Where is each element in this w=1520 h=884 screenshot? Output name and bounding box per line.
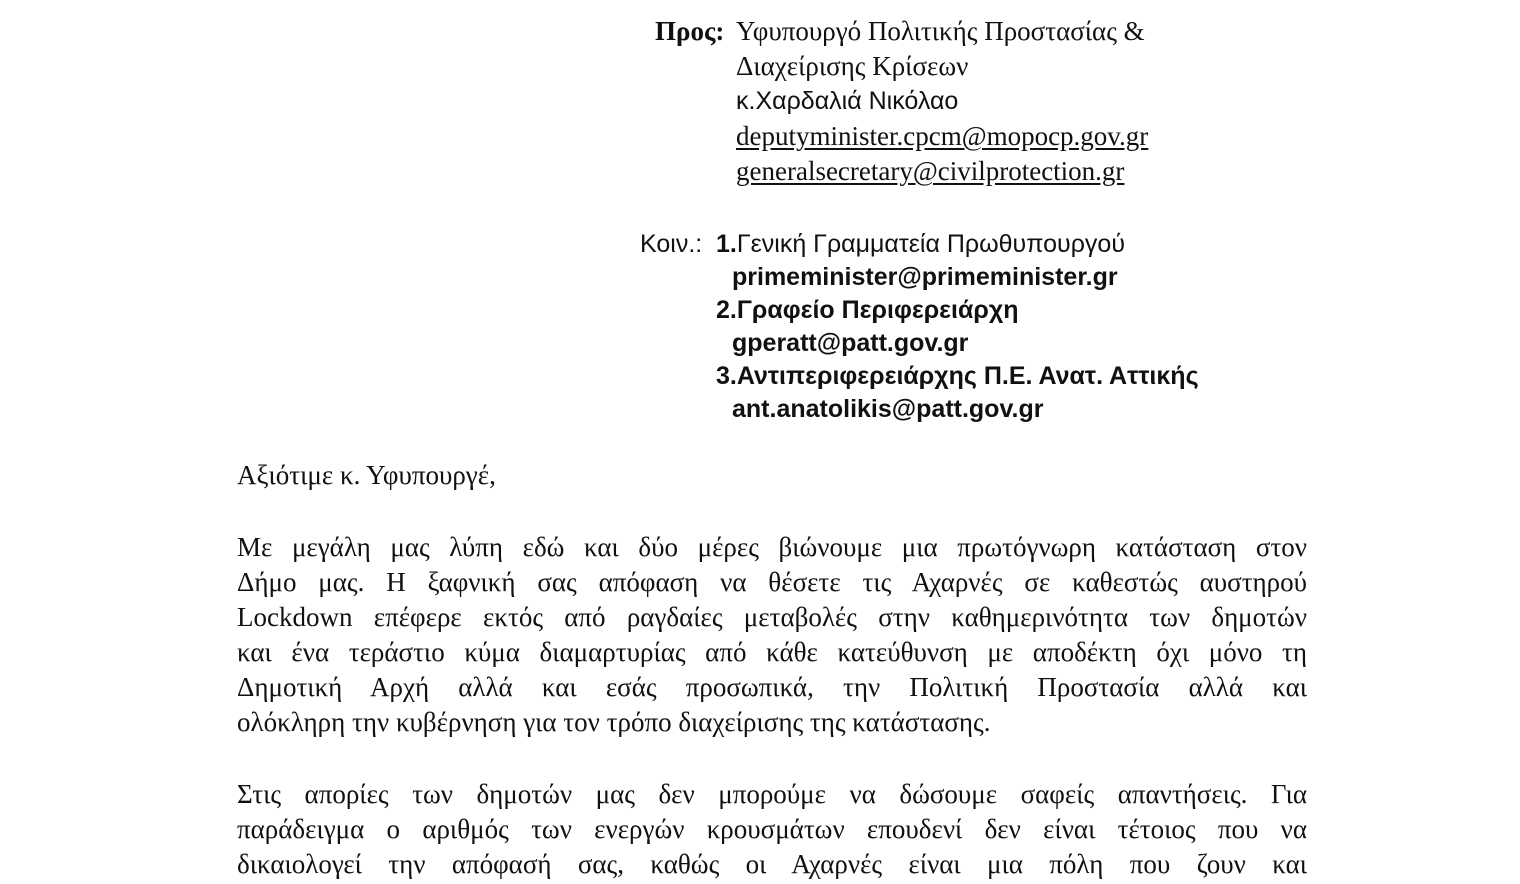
- cc-label: Κοιν.:: [640, 230, 703, 258]
- recipient-label: Προς:: [655, 16, 725, 46]
- recipient-email-link[interactable]: generalsecretary@civilprotection.gr: [736, 156, 1125, 186]
- cc-item-name: [716, 294, 1019, 327]
- paragraph-line: δικαιολογεί την απόφασή σας, καθώς οι Αχαρνές είναι μια πόλη που ζουν και: [237, 849, 1307, 879]
- body-paragraph: [237, 530, 1307, 740]
- recipient-email-link[interactable]: deputyminister.cpcm@mopocp.gov.gr: [736, 121, 1149, 151]
- body-paragraph: [237, 777, 1307, 882]
- cc-item-email: primeminister@primeminister.gr: [732, 263, 1118, 291]
- salutation: Αξιότιμε κ. Υφυπουργέ,: [237, 460, 496, 490]
- cc-item-number: 1.: [716, 230, 737, 258]
- paragraph-line: Με μεγάλη μας λύπη εδώ και δύο μέρες βιώνουμε μια πρωτόγνωρη κατάσταση στον: [237, 532, 1307, 562]
- cc-item-label: Αντιπεριφερειάρχης Π.Ε. Ανατ. Αττικής: [736, 362, 1199, 390]
- paragraph-line: και ένα τεράστιο κύμα διαμαρτυρίας από κάθε κατεύθυνση με αποδέκτη όχι μόνο τη: [237, 637, 1307, 667]
- cc-item-number: 3.: [716, 362, 737, 390]
- recipient-name: κ.Χαρδαλιά Νικόλαο: [736, 87, 959, 115]
- recipient-title-cont: Διαχείρισης Κρίσεων: [736, 51, 969, 81]
- paragraph-line: Lockdown επέφερε εκτός από ραγδαίες μεταβολές στην καθημερινότητα των δημοτών: [237, 602, 1307, 632]
- cc-item-name: [716, 360, 1199, 393]
- paragraph-line: παράδειγμα ο αριθμός των ενεργών κρουσμάτων επουδενί δεν είναι τέτοιος που να: [237, 814, 1307, 844]
- recipient-title: Υφυπουργό Πολιτικής Προστασίας &: [736, 16, 1145, 46]
- cc-item-name: [716, 228, 1125, 261]
- paragraph-line: ολόκληρη την κυβέρνηση για τον τρόπο διαχείρισης της κατάστασης.: [237, 707, 991, 737]
- cc-item-label: Γενική Γραμματεία Πρωθυπουργού: [736, 230, 1125, 258]
- cc-item-email: gperatt@patt.gov.gr: [732, 329, 969, 357]
- paragraph-line: Δήμο μας. Η ξαφνική σας απόφαση να θέσετε τις Αχαρνές σε καθεστώς αυστηρού: [237, 567, 1307, 597]
- paragraph-line: Δημοτική Αρχή αλλά και εσάς προσωπικά, την Πολιτική Προστασία αλλά και: [237, 672, 1307, 702]
- paragraph-line: Στις απορίες των δημοτών μας δεν μπορούμε να δώσουμε σαφείς απαντήσεις. Για: [237, 779, 1307, 809]
- cc-item-label: Γραφείο Περιφερειάρχη: [736, 296, 1019, 324]
- cc-item-number: 2.: [716, 296, 737, 324]
- cc-item-email: ant.anatolikis@patt.gov.gr: [732, 395, 1044, 423]
